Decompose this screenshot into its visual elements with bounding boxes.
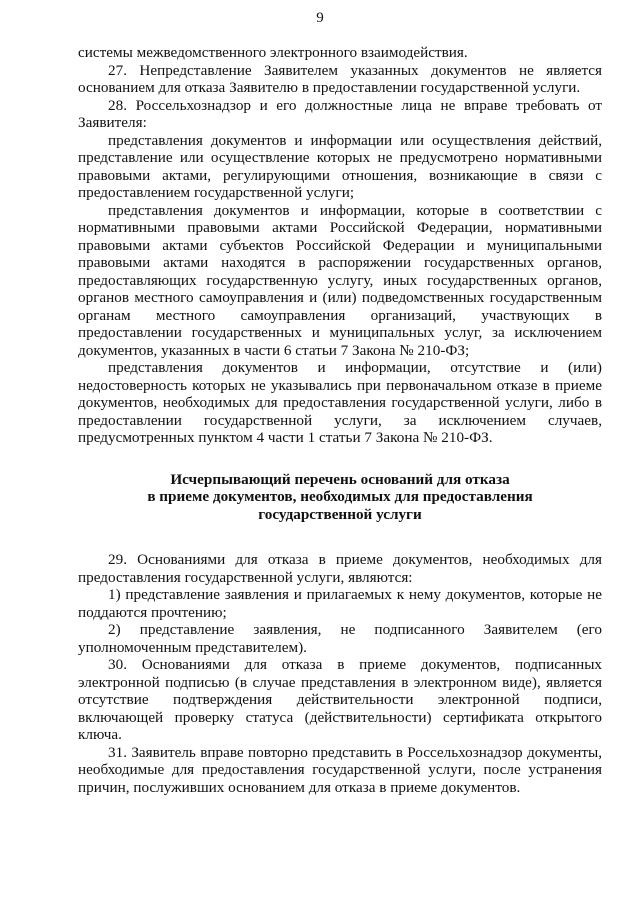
paragraph-27: 27. Непредставление Заявителем указанных документов не является основанием для отказа Заявителю в предоставлении государственной услуги. (78, 61, 602, 96)
paragraph-29-item-1: 1) представление заявления и прилагаемых к нему документов, которые не поддаются прочтению; (78, 586, 602, 621)
section-top (78, 44, 602, 447)
paragraph-29-item-2: 2) представление заявления, не подписанного Заявителем (его уполномоченным представителем). (78, 621, 602, 656)
heading-line-1: Исчерпывающий перечень оснований для отказа (170, 470, 510, 488)
heading-line-3: государственной услуги (258, 505, 422, 523)
paragraph-28-item-1: представления документов и информации или осуществления действий, представление или осуществление которых не предусмотрено нормативными правовыми актами, регулирующими отношения, возникающие в связи с предоставлением государственной услуги; (78, 131, 602, 201)
paragraph-30: 30. Основаниями для отказа в приеме документов, подписанных электронной подписью (в случае представления в электронном виде), является отсутствие подтверждения действительности электронной подписи, включающей проверку статуса (действительности) сертификата открытого ключа. (78, 656, 602, 743)
document-body (78, 44, 602, 796)
paragraph-31: 31. Заявитель вправе повторно представить в Россельхознадзор документы, необходимые для предоставления государственной услуги, после устранения причин, послуживших основанием для отказа в приеме документов. (78, 743, 602, 796)
paragraph-intro-tail: системы межведомственного электронного взаимодействия. (78, 44, 468, 61)
section-heading (78, 471, 602, 524)
paragraph-28-item-2: представления документов и информации, которые в соответствии с нормативными правовыми актами Российской Федерации, нормативными правовыми актами субъектов Российской Федерации и муниципальными правовыми актами находятся в распоряжении государственных органов, предоставляющих государственную услугу, иных государственных органов, органов местного самоуправления и (или) подведомственных государственным органам местного самоуправления организаций, участвующих в предоставлении государственных и муниципальных услуг, за исключением документов, указанных в части 6 статьи 7 Закона № 210-ФЗ; (78, 201, 602, 359)
section-bottom (78, 551, 602, 796)
paragraph-29: 29. Основаниями для отказа в приеме документов, необходимых для предоставления государственной услуги, являются: (78, 551, 602, 586)
paragraph-28-item-3: представления документов и информации, отсутствие и (или) недостоверность которых не указывались при первоначальном отказе в приеме документов, необходимых для предоставления государственной услуги, либо в предоставлении государственной услуги, за исключением случаев, предусмотренных пунктом 4 части 1 статьи 7 Закона № 210-ФЗ. (78, 359, 602, 446)
paragraph-28: 28. Россельхознадзор и его должностные лица не вправе требовать от Заявителя: (78, 96, 602, 131)
heading-line-2: в приеме документов, необходимых для предоставления (147, 488, 533, 505)
page-number: 9 (316, 10, 324, 26)
